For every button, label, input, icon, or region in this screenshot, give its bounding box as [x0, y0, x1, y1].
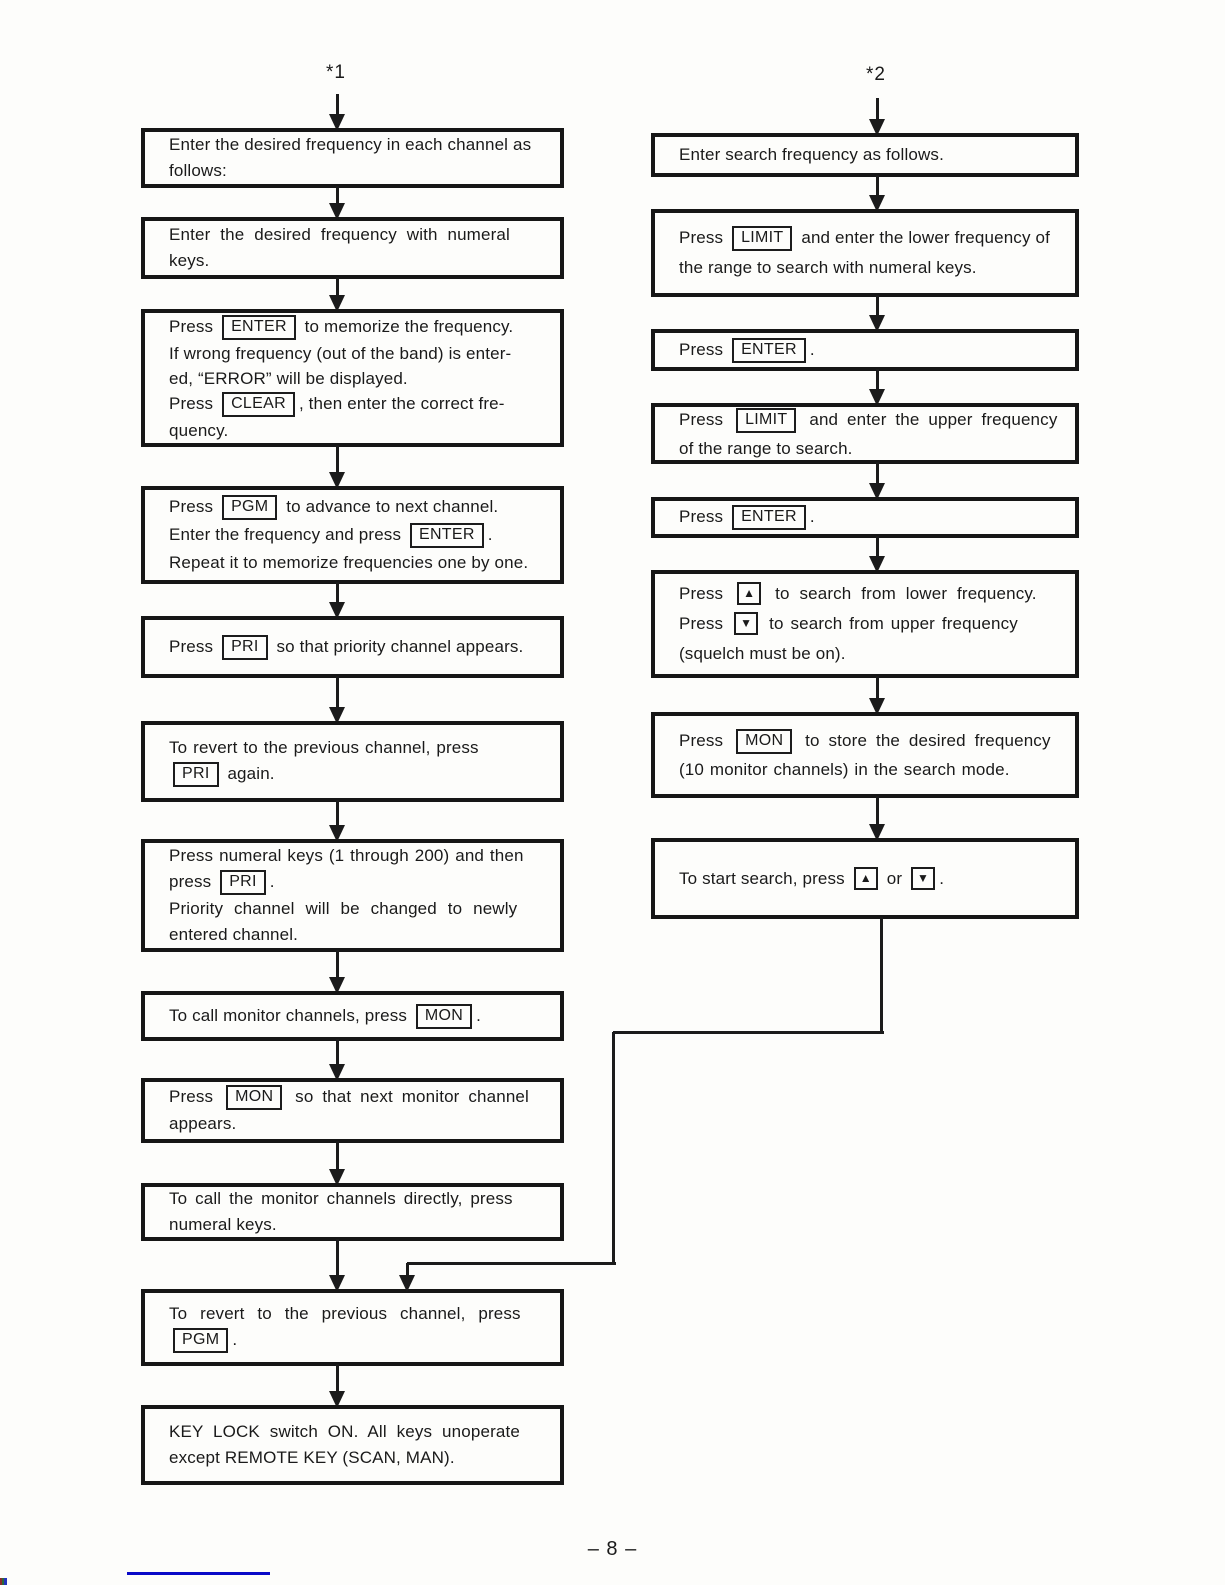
connector-line: [407, 1262, 616, 1265]
flow-box-line: (squelch must be on).: [679, 644, 846, 663]
keycap-enter: ENTER: [410, 523, 484, 548]
keycap-enter: ENTER: [222, 315, 296, 340]
flow-arrow-line: [336, 1141, 339, 1172]
flow-box-line: Priority channel will be changed to newly: [169, 899, 518, 918]
flow-box-line: Press ENTER .: [679, 337, 1051, 364]
page-number: – 8 –: [587, 1538, 638, 1560]
flow-arrow-line: [336, 800, 339, 828]
flow-box-line: Press MON to store the desired frequency: [679, 726, 1051, 755]
flow-box: [651, 497, 1079, 538]
keycap-mon: MON: [416, 1004, 472, 1029]
keycap-enter: ENTER: [732, 338, 806, 363]
keycap-pri: PRI: [222, 635, 268, 660]
flow-box-line: the range to search with numeral keys.: [679, 258, 977, 277]
flow-arrow-line: [336, 1239, 339, 1278]
flow-box-line: follows:: [169, 161, 227, 180]
flow-box: [141, 839, 564, 952]
flow-box-line: PRI again.: [169, 761, 536, 788]
keycap-clear: CLEAR: [222, 392, 295, 417]
flow-box: [141, 616, 564, 678]
flow-arrow-line: [336, 445, 339, 475]
blue-underline-decoration: [127, 1572, 270, 1575]
keycap-up-arrow-icon: ▲: [737, 582, 761, 605]
flow-box: [141, 1405, 564, 1485]
flow-box-line: quency.: [169, 420, 229, 440]
keycap-pri: PRI: [173, 762, 219, 787]
flow-arrow-line: [336, 950, 339, 980]
keycap-pgm: PGM: [173, 1328, 228, 1353]
flow-box-line: numeral keys.: [169, 1215, 277, 1234]
flow-box: [651, 133, 1079, 177]
flow-box-line: except REMOTE KEY (SCAN, MAN).: [169, 1448, 455, 1467]
keycap-mon: MON: [736, 729, 792, 754]
flow-box-line: Press LIMIT and enter the upper frequency: [679, 405, 1051, 434]
flow-box-line: To start search, press ▲ or ▼ .: [679, 868, 945, 888]
flow-box-line: KEY LOCK switch ON. All keys unoperate: [169, 1422, 520, 1441]
flow-box-line: Enter the frequency and press ENTER .: [169, 521, 536, 549]
flow-box-line: appears.: [169, 1114, 237, 1133]
connector-line: [612, 1032, 615, 1263]
flow-box-line: Press numeral keys (1 through 200) and then: [169, 846, 524, 865]
flow-box-line: ed, “ERROR” will be displayed.: [169, 368, 408, 388]
connector-line: [613, 1031, 884, 1034]
flow-box-line: To call the monitor channels directly, press: [169, 1189, 513, 1208]
column-label-2: *2: [866, 64, 886, 85]
flow-box: [651, 838, 1079, 919]
flow-box-line: Press PGM to advance to next channel.: [169, 493, 536, 521]
flow-box-line: Enter the desired frequency with numeral: [169, 225, 510, 244]
flow-box-line: Press PRI so that priority channel appears.: [169, 634, 536, 661]
flow-box-line: of the range to search.: [679, 438, 853, 458]
flow-box-line: Enter search frequency as follows.: [679, 145, 944, 164]
scan-artifact-mark: [0, 1578, 7, 1585]
flow-box-line: press PRI .: [169, 869, 536, 896]
flow-box: [141, 991, 564, 1041]
flow-box: [141, 486, 564, 584]
flow-box-line: Press ENTER to memorize the frequency.: [169, 314, 536, 341]
flow-box: [651, 712, 1079, 798]
keycap-limit: LIMIT: [732, 226, 792, 251]
flow-box-line: Press ▼ to search from upper frequency: [679, 614, 1018, 633]
flow-box: [651, 403, 1079, 464]
keycap-down-arrow-icon: ▼: [911, 867, 935, 890]
flow-box: [141, 1289, 564, 1366]
flow-box-line: PGM .: [169, 1327, 536, 1354]
flow-box-line: Press MON so that next monitor channel: [169, 1084, 536, 1111]
keycap-mon: MON: [226, 1085, 282, 1110]
flow-arrowhead-icon: [399, 1275, 415, 1292]
flow-box-line: To revert to the previous channel, press: [169, 1304, 521, 1323]
flow-box-line: Repeat it to memorize frequencies one by one.: [169, 553, 529, 572]
flow-box-line: Press CLEAR , then enter the correct fre-: [169, 391, 536, 418]
flow-box: [141, 128, 564, 188]
flow-box: [651, 570, 1079, 678]
flow-box-line: (10 monitor channels) in the search mode.: [679, 760, 1010, 779]
column-label-1: *1: [326, 62, 346, 83]
connector-line: [880, 917, 883, 1032]
flow-box-line: Press ENTER .: [679, 504, 1051, 531]
keycap-up-arrow-icon: ▲: [854, 867, 878, 890]
flow-arrow-line: [336, 1039, 339, 1067]
flow-box: [651, 209, 1079, 297]
flow-arrow-line: [336, 1364, 339, 1394]
keycap-enter: ENTER: [732, 505, 806, 530]
flow-box: [141, 1078, 564, 1143]
flow-box-line: keys.: [169, 251, 210, 270]
keycap-limit: LIMIT: [736, 408, 796, 433]
flow-box-line: Press ▲ to search from lower frequency.: [679, 584, 1037, 603]
flow-box: [141, 1183, 564, 1241]
flow-box: [141, 217, 564, 279]
flow-box-line: To revert to the previous channel, press: [169, 738, 479, 757]
keycap-pgm: PGM: [222, 495, 277, 520]
keycap-pri: PRI: [220, 870, 266, 895]
flow-box: [651, 329, 1079, 371]
flow-box-line: If wrong frequency (out of the band) is enter-: [169, 343, 512, 363]
flow-box-line: To call monitor channels, press MON .: [169, 1003, 536, 1030]
flow-box: [141, 309, 564, 447]
flow-box-line: Enter the desired frequency in each channel as: [169, 135, 532, 154]
flow-box-line: Press LIMIT and enter the lower frequency of: [679, 223, 1051, 253]
flow-box: [141, 721, 564, 802]
flow-box-line: entered channel.: [169, 925, 299, 944]
flow-arrow-line: [876, 796, 879, 827]
flow-arrow-line: [336, 676, 339, 710]
keycap-down-arrow-icon: ▼: [734, 612, 758, 635]
